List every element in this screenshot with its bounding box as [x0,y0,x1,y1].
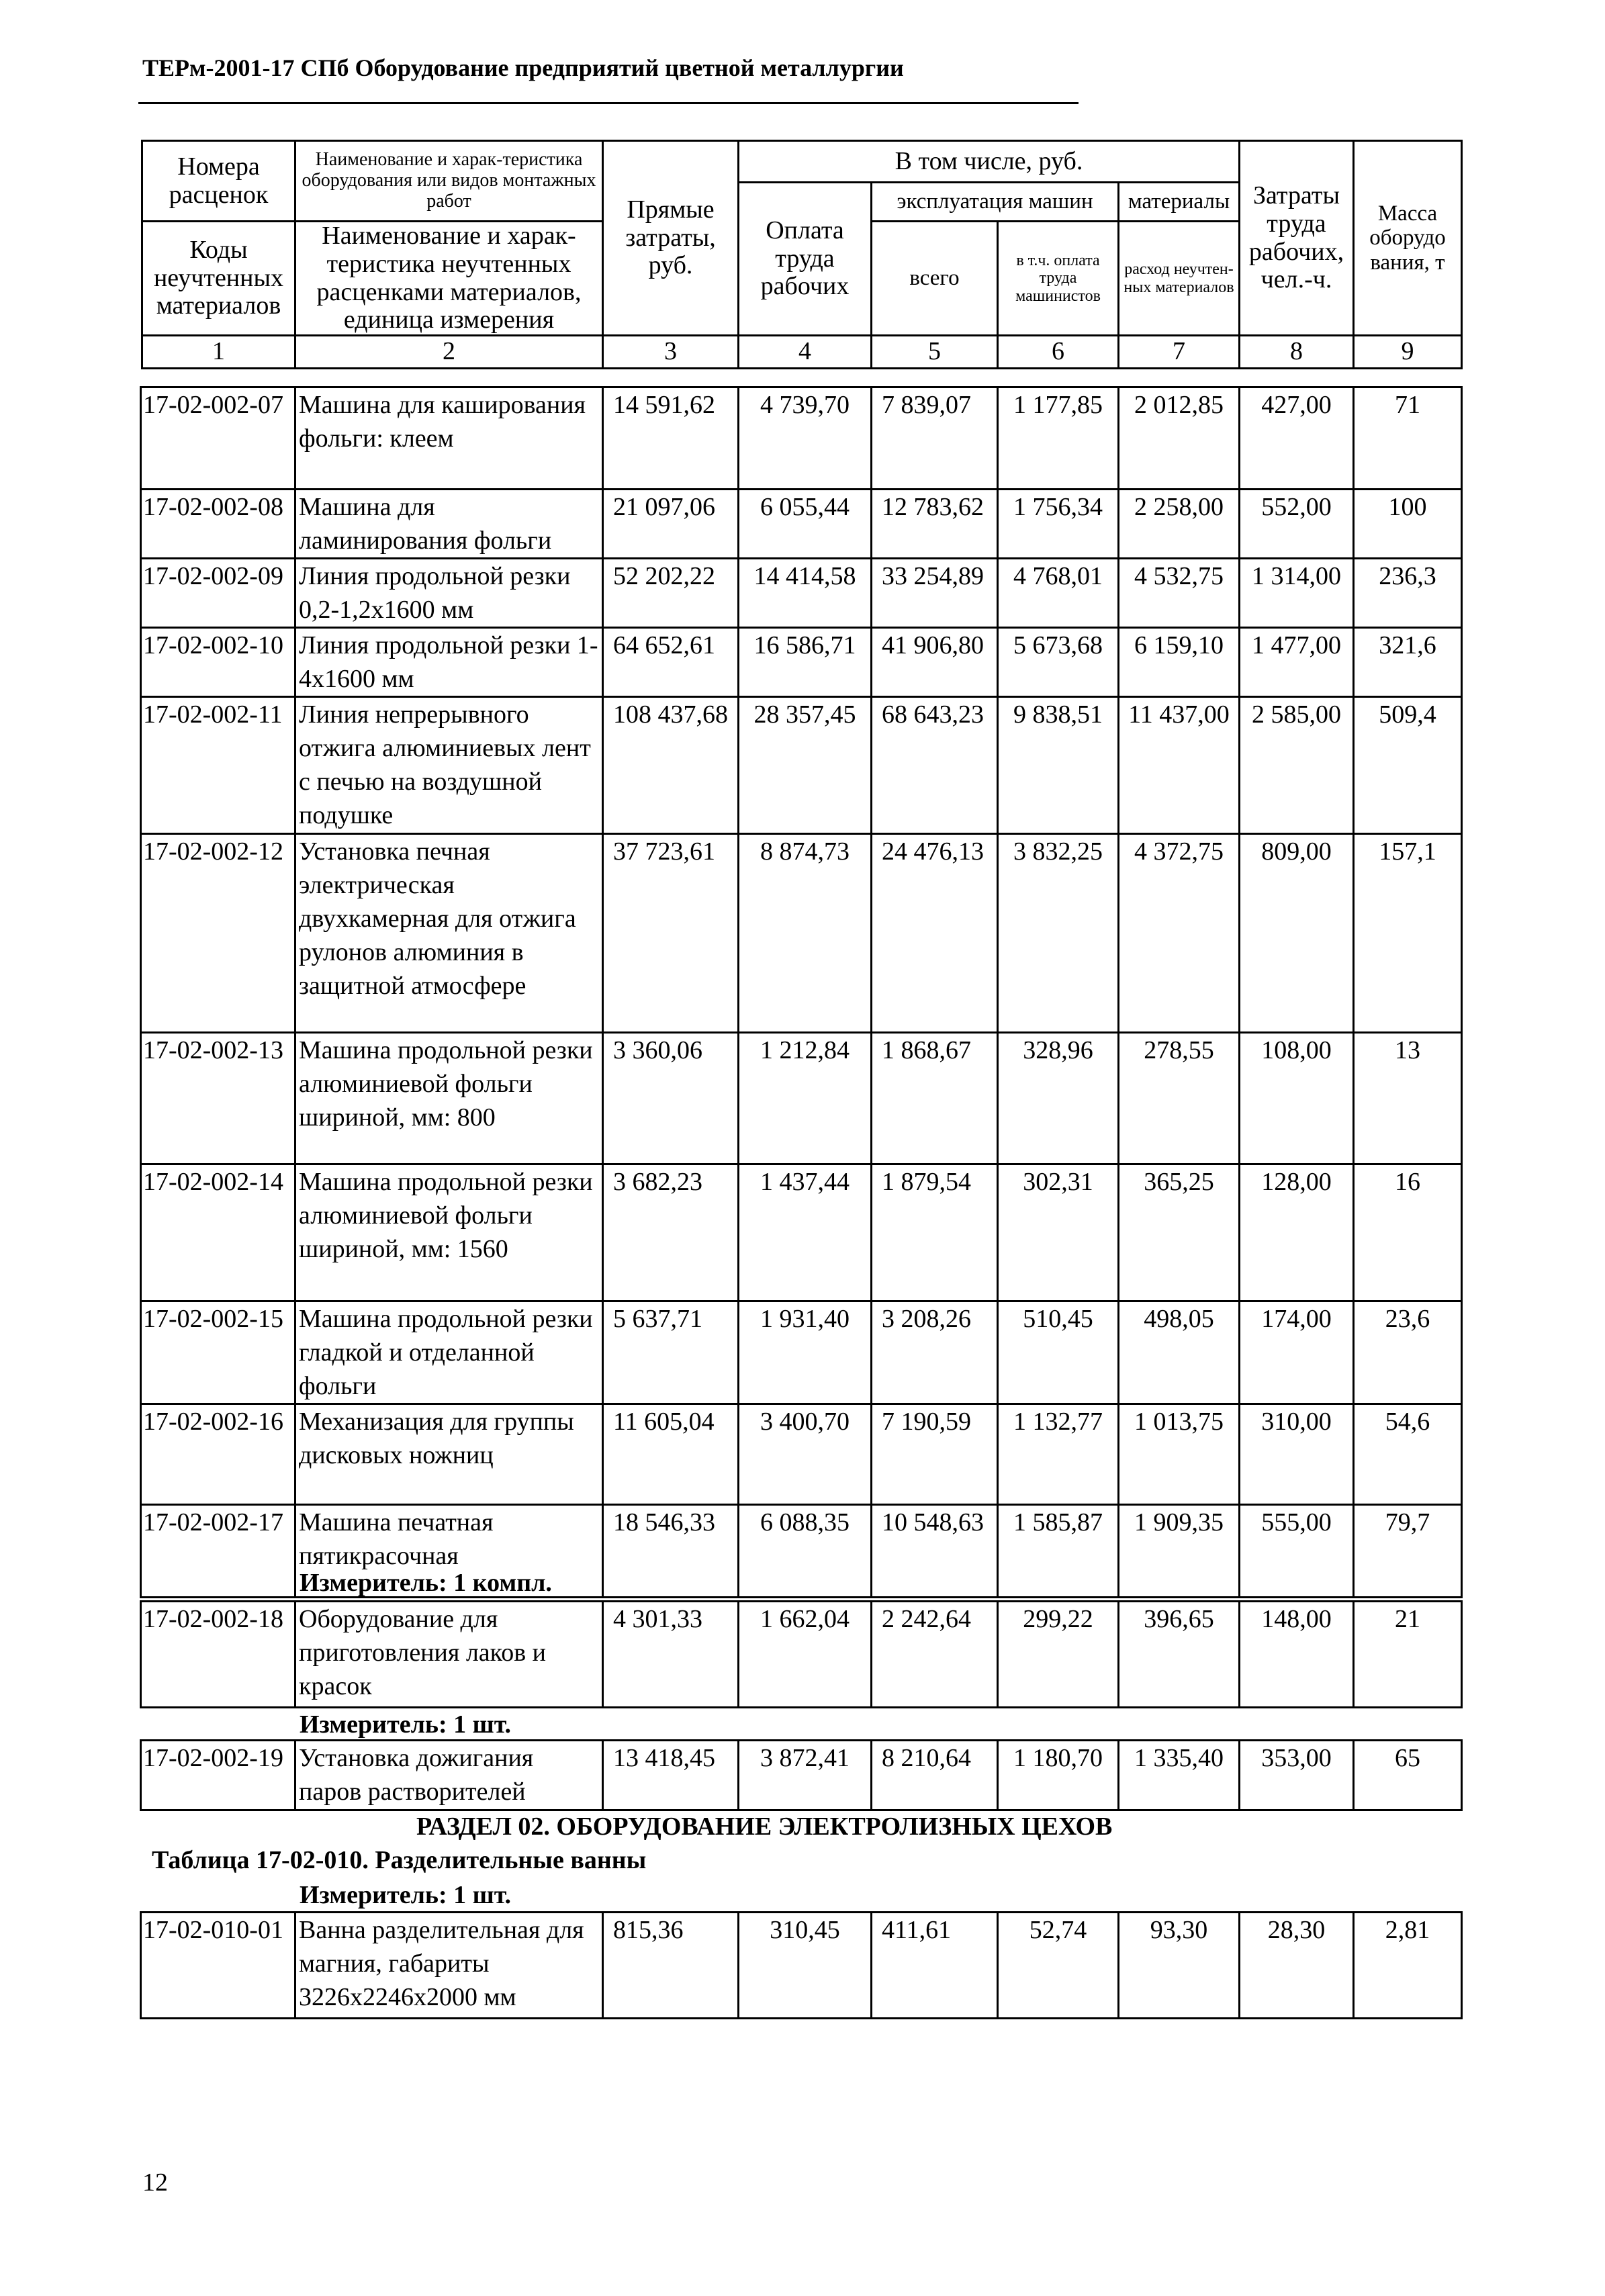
materials-value: 365,25 [1119,1164,1240,1301]
header-equipment-mass: Масса оборудо вания, т [1354,141,1462,336]
table-row [141,490,1462,559]
item-name: Линия продольной резки 1-4х1600 мм [295,628,603,697]
mass-value: 54,6 [1354,1404,1462,1505]
machine-total-value: 8 210,64 [872,1741,998,1810]
direct-costs-value: 5 637,71 [603,1301,739,1404]
mass-value: 79,7 [1354,1505,1462,1598]
materials-value: 1 335,40 [1119,1741,1240,1810]
rate-code: 17-02-002-16 [141,1404,295,1505]
table-row [141,1404,1462,1505]
header-materials: материалы [1119,183,1240,222]
column-number: 1 [142,336,295,369]
meter-label: Измеритель: 1 компл. [300,1569,552,1597]
workers-pay-value: 14 414,58 [739,559,872,628]
materials-value: 2 258,00 [1119,490,1240,559]
column-number: 5 [872,336,998,369]
workers-pay-value: 6 055,44 [739,490,872,559]
rate-code: 17-02-002-11 [141,697,295,834]
labor-costs-value: 310,00 [1240,1404,1354,1505]
operators-pay-value: 1 180,70 [998,1741,1119,1810]
operators-pay-value: 302,31 [998,1164,1119,1301]
header-direct-costs: Прямые затраты, руб. [603,141,739,336]
operators-pay-value: 52,74 [998,1913,1119,2019]
item-name: Линия продольной резки 0,2-1,2х1600 мм [295,559,603,628]
machine-total-value: 12 783,62 [872,490,998,559]
table-row [141,387,1462,490]
machine-total-value: 411,61 [872,1913,998,2019]
column-header-table [141,140,1463,369]
header-rule [138,102,1079,104]
table-row [141,1301,1462,1404]
machine-total-value: 1 868,67 [872,1033,998,1164]
direct-costs-value: 3 360,06 [603,1033,739,1164]
rate-code: 17-02-002-12 [141,834,295,1033]
labor-costs-value: 108,00 [1240,1033,1354,1164]
direct-costs-value: 13 418,45 [603,1741,739,1810]
labor-costs-value: 353,00 [1240,1741,1354,1810]
header-incl-operators-pay: в т.ч. оплата труда машинистов [998,222,1119,336]
workers-pay-value: 8 874,73 [739,834,872,1033]
direct-costs-value: 21 097,06 [603,490,739,559]
rate-code: 17-02-002-14 [141,1164,295,1301]
operators-pay-value: 5 673,68 [998,628,1119,697]
section-title: РАЗДЕЛ 02. ОБОРУДОВАНИЕ ЭЛЕКТРОЛИЗНЫХ ЦЕХОВ [416,1812,1113,1841]
operators-pay-value: 4 768,01 [998,559,1119,628]
materials-value: 278,55 [1119,1033,1240,1164]
machine-total-value: 1 879,54 [872,1164,998,1301]
item-name: Машина для ламинирования фольги [295,490,603,559]
labor-costs-value: 1 477,00 [1240,628,1354,697]
table-row [141,1164,1462,1301]
machine-total-value: 68 643,23 [872,697,998,834]
direct-costs-value: 18 546,33 [603,1505,739,1598]
header-labor-costs: Затраты труда рабочих, чел.-ч. [1240,141,1354,336]
table-row [141,697,1462,834]
mass-value: 157,1 [1354,834,1462,1033]
machine-total-value: 3 208,26 [872,1301,998,1404]
materials-value: 93,30 [1119,1913,1240,2019]
rates-table [140,1739,1463,1811]
labor-costs-value: 2 585,00 [1240,697,1354,834]
materials-value: 11 437,00 [1119,697,1240,834]
workers-pay-value: 1 662,04 [739,1602,872,1708]
table-title: Таблица 17-02-010. Разделительные ванны [152,1846,647,1874]
machine-total-value: 41 906,80 [872,628,998,697]
labor-costs-value: 552,00 [1240,490,1354,559]
direct-costs-value: 14 591,62 [603,387,739,490]
item-name: Оборудование для приготовления лаков и красок [295,1602,603,1708]
mass-value: 509,4 [1354,697,1462,834]
table-row [141,628,1462,697]
mass-value: 321,6 [1354,628,1462,697]
column-number: 2 [295,336,603,369]
rate-code: 17-02-002-15 [141,1301,295,1404]
rate-code: 17-02-002-13 [141,1033,295,1164]
workers-pay-value: 28 357,45 [739,697,872,834]
mass-value: 100 [1354,490,1462,559]
table-row [141,1033,1462,1164]
machine-total-value: 10 548,63 [872,1505,998,1598]
operators-pay-value: 1 132,77 [998,1404,1119,1505]
operators-pay-value: 9 838,51 [998,697,1119,834]
item-name: Установка дожигания паров растворителей [295,1741,603,1810]
column-number: 3 [603,336,739,369]
header-machine-operation: эксплуатация машин [872,183,1119,222]
header-workers-pay: Оплата труда рабочих [739,183,872,336]
table-row [141,559,1462,628]
table-row [141,834,1462,1033]
rate-code: 17-02-002-07 [141,387,295,490]
materials-value: 396,65 [1119,1602,1240,1708]
mass-value: 13 [1354,1033,1462,1164]
item-name: Установка печная электрическая двухкамерная для отжига рулонов алюминия в защитной атмосфере [295,834,603,1033]
rate-code: 17-02-002-09 [141,559,295,628]
labor-costs-value: 28,30 [1240,1913,1354,2019]
mass-value: 71 [1354,387,1462,490]
rates-table [140,386,1463,1598]
materials-value: 2 012,85 [1119,387,1240,490]
header-name-works: Наименование и харак-теристика оборудования или видов монтажных работ [295,141,603,222]
mass-value: 23,6 [1354,1301,1462,1404]
workers-pay-value: 1 212,84 [739,1033,872,1164]
materials-value: 4 532,75 [1119,559,1240,628]
workers-pay-value: 16 586,71 [739,628,872,697]
workers-pay-value: 1 931,40 [739,1301,872,1404]
item-name: Механизация для группы дисковых ножниц [295,1404,603,1505]
item-name: Машина для каширования фольги: клеем [295,387,603,490]
header-total: всего [872,222,998,336]
labor-costs-value: 809,00 [1240,834,1354,1033]
direct-costs-value: 37 723,61 [603,834,739,1033]
rates-table [140,1911,1463,2019]
page-header: ТЕРм-2001-17 СПб Оборудование предприятий цветной металлургии [142,54,904,81]
workers-pay-value: 1 437,44 [739,1164,872,1301]
column-number: 7 [1119,336,1240,369]
item-name: Линия непрерывного отжига алюминиевых лент с печью на воздушной подушке [295,697,603,834]
workers-pay-value: 3 872,41 [739,1741,872,1810]
mass-value: 21 [1354,1602,1462,1708]
operators-pay-value: 1 177,85 [998,387,1119,490]
table-row [141,1913,1462,2019]
rate-code: 17-02-002-08 [141,490,295,559]
column-number: 4 [739,336,872,369]
direct-costs-value: 815,36 [603,1913,739,2019]
workers-pay-value: 310,45 [739,1913,872,2019]
meter-label: Измеритель: 1 шт. [300,1881,512,1909]
header-rate-numbers: Номера расценок [142,141,295,222]
materials-value: 1 013,75 [1119,1404,1240,1505]
mass-value: 16 [1354,1164,1462,1301]
machine-total-value: 33 254,89 [872,559,998,628]
machine-total-value: 24 476,13 [872,834,998,1033]
operators-pay-value: 3 832,25 [998,834,1119,1033]
meter-label: Измеритель: 1 шт. [300,1710,512,1739]
item-name: Машина печатная пятикрасочная [295,1505,603,1598]
operators-pay-value: 299,22 [998,1602,1119,1708]
direct-costs-value: 4 301,33 [603,1602,739,1708]
materials-value: 6 159,10 [1119,628,1240,697]
item-name: Машина продольной резки гладкой и отделанной фольги [295,1301,603,1404]
header-including: В том числе, руб. [739,141,1240,183]
header-unaccounted-materials: расход неучтен-ных материалов [1119,222,1240,336]
machine-total-value: 7 839,07 [872,387,998,490]
rate-code: 17-02-002-18 [141,1602,295,1708]
table-row [141,1741,1462,1810]
rate-code: 17-02-002-19 [141,1741,295,1810]
operators-pay-value: 1 756,34 [998,490,1119,559]
machine-total-value: 7 190,59 [872,1404,998,1505]
machine-total-value: 2 242,64 [872,1602,998,1708]
mass-value: 2,81 [1354,1913,1462,2019]
materials-value: 4 372,75 [1119,834,1240,1033]
rate-code: 17-02-002-17 [141,1505,295,1598]
rate-code: 17-02-010-01 [141,1913,295,2019]
operators-pay-value: 510,45 [998,1301,1119,1404]
header-name-materials: Наименование и харак-теристика неучтенных расценками материалов, единица измерения [295,222,603,336]
column-number: 6 [998,336,1119,369]
column-number: 9 [1354,336,1462,369]
header-codes-unaccounted: Коды неучтенных материалов [142,222,295,336]
item-name: Машина продольной резки алюминиевой фольги шириной, мм: 800 [295,1033,603,1164]
rate-code: 17-02-002-10 [141,628,295,697]
column-number: 8 [1240,336,1354,369]
operators-pay-value: 328,96 [998,1033,1119,1164]
labor-costs-value: 555,00 [1240,1505,1354,1598]
item-name: Ванна разделительная для магния, габариты 3226х2246х2000 мм [295,1913,603,2019]
workers-pay-value: 3 400,70 [739,1404,872,1505]
direct-costs-value: 108 437,68 [603,697,739,834]
labor-costs-value: 128,00 [1240,1164,1354,1301]
mass-value: 236,3 [1354,559,1462,628]
labor-costs-value: 148,00 [1240,1602,1354,1708]
labor-costs-value: 174,00 [1240,1301,1354,1404]
labor-costs-value: 427,00 [1240,387,1354,490]
direct-costs-value: 11 605,04 [603,1404,739,1505]
direct-costs-value: 52 202,22 [603,559,739,628]
page-number: 12 [142,2168,168,2197]
table-row [141,1602,1462,1708]
rates-table [140,1600,1463,1708]
item-name: Машина продольной резки алюминиевой фольги шириной, мм: 1560 [295,1164,603,1301]
direct-costs-value: 64 652,61 [603,628,739,697]
materials-value: 498,05 [1119,1301,1240,1404]
materials-value: 1 909,35 [1119,1505,1240,1598]
labor-costs-value: 1 314,00 [1240,559,1354,628]
workers-pay-value: 4 739,70 [739,387,872,490]
workers-pay-value: 6 088,35 [739,1505,872,1598]
direct-costs-value: 3 682,23 [603,1164,739,1301]
operators-pay-value: 1 585,87 [998,1505,1119,1598]
mass-value: 65 [1354,1741,1462,1810]
